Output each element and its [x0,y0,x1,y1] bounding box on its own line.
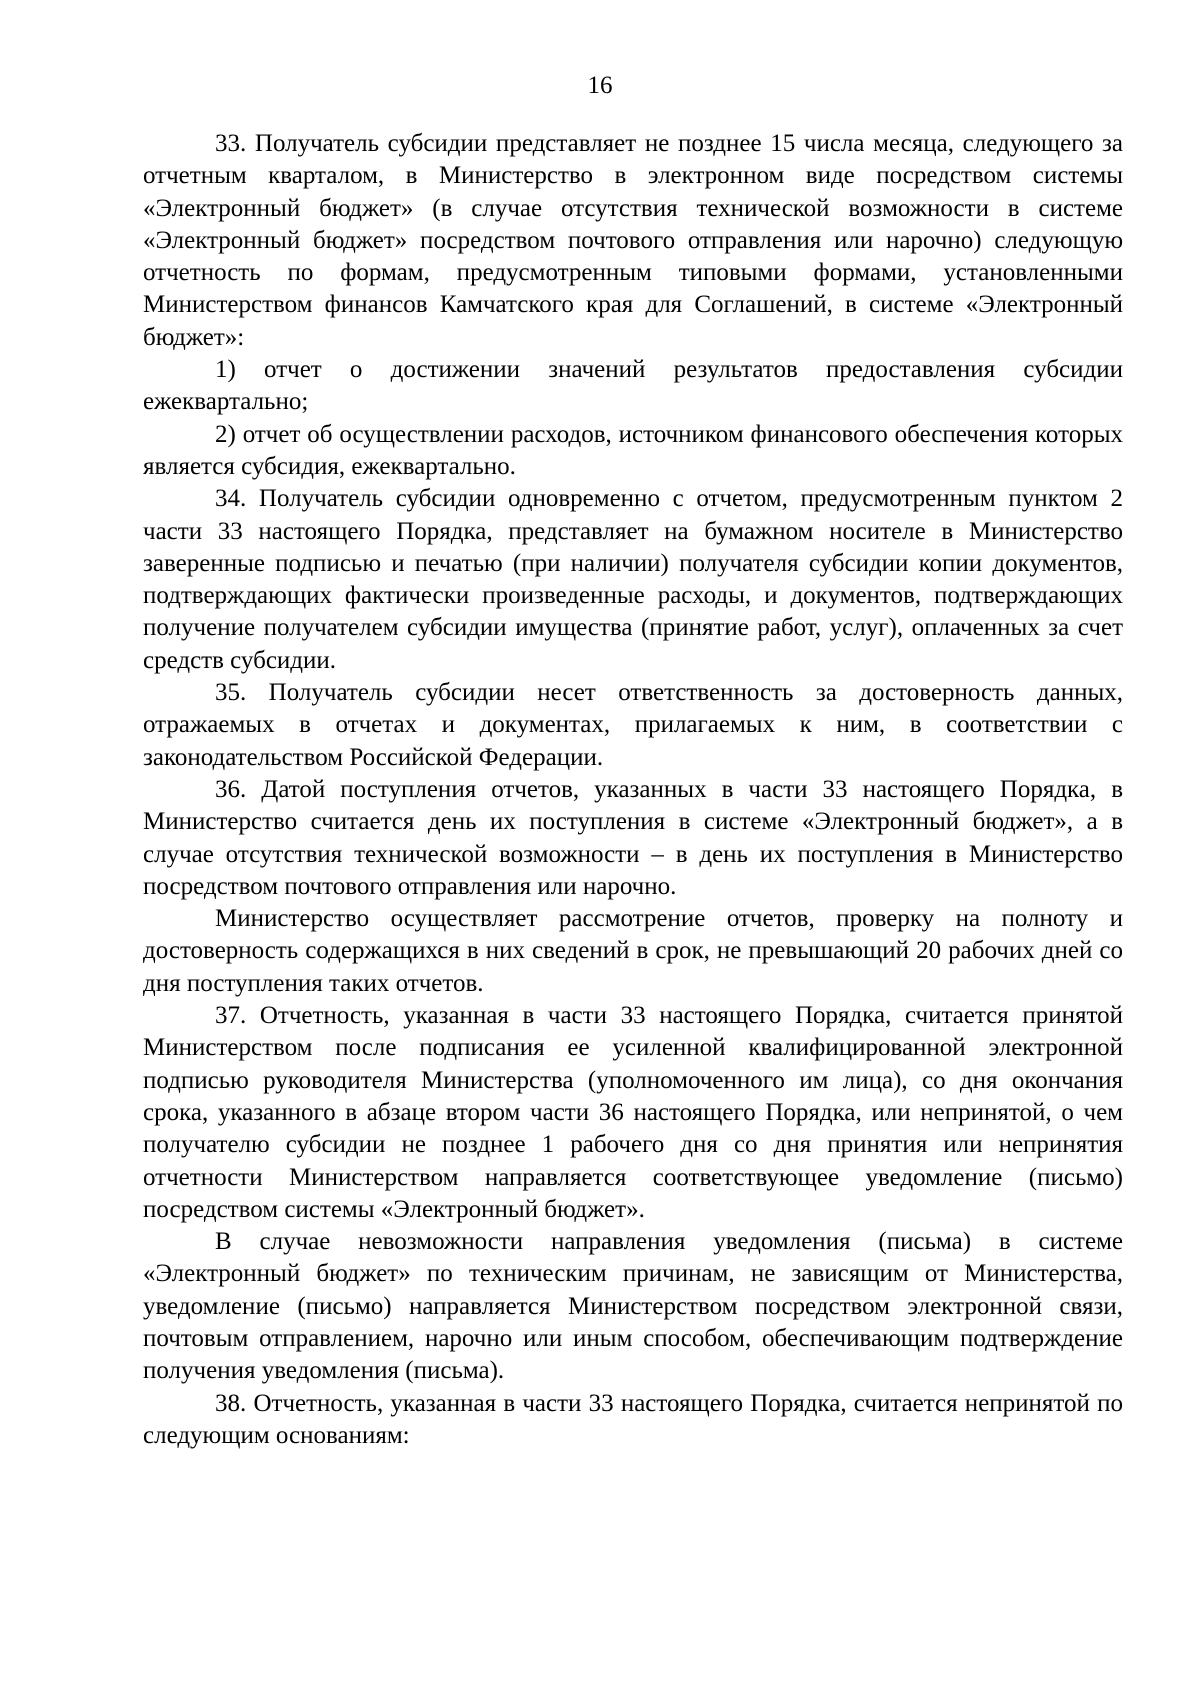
paragraph-34: 34. Получатель субсидии одновременно с отчетом, предусмотренным пунктом 2 части 33 настоящего Порядка, представляет на бумажном носителе в Министерство заверенные подписью и печатью (при наличии) получателя субсидии копии документов, подтверждающих фактически произведенные расходы, и документов, подтверждающих получение получателем субсидии имущества (принятие работ, услуг), оплаченных за счет средств субсидии. [143,485,1123,674]
paragraph-36: 36. Датой поступления отчетов, указанных в части 33 настоящего Порядка, в Министерство считается день их поступления в системе «Электронный бюджет», а в случае отсутствия технической возможности – в день их поступления в Министерство посредством почтового отправления или нарочно. [143,775,1123,900]
paragraph-33-item-1: 1) отчет о достижении значений результатов предоставления субсидии ежеквартально; [143,356,1123,416]
paragraph-37-second: В случае невозможности направления уведомления (письма) в системе «Электронный бюджет» по техническим причинам, не зависящим от Министерства, уведомление (письмо) направляется Министерством посредством электронной связи, почтовым отправлением, нарочно или иным способом, обеспечивающим подтверждение получения уведомления (письма). [143,1228,1123,1385]
paragraph-38: 38. Отчетность, указанная в части 33 настоящего Порядка, считается непринятой по следующим основаниям: [143,1389,1123,1449]
paragraph-35: 35. Получатель субсидии несет ответственность за достоверность данных, отражаемых в отчетах и документах, прилагаемых к ним, в соответствии с законодательством Российской Федерации. [143,679,1123,771]
paragraph-33-item-2: 2) отчет об осуществлении расходов, источником финансового обеспечения которых является субсидия, ежеквартально. [143,420,1123,480]
page-number: 16 [587,72,613,99]
document-body [143,128,1123,1452]
paragraph-37: 37. Отчетность, указанная в части 33 настоящего Порядка, считается принятой Министерством после подписания ее усиленной квалифицированной электронной подписью руководителя Министерства (уполномоченного им лица), со дня окончания срока, указанного в абзаце втором части 36 настоящего Порядка, или непринятой, о чем получателю субсидии не позднее 1 рабочего дня со дня принятия или непринятия отчетности Министерством направляется соответствующее уведомление (письмо) посредством системы «Электронный бюджет». [143,1002,1123,1223]
paragraph-36-second: Министерство осуществляет рассмотрение отчетов, проверку на полноту и достоверность содержащихся в них сведений в срок, не превышающий 20 рабочих дней со дня поступления таких отчетов. [143,905,1123,997]
paragraph-33: 33. Получатель субсидии представляет не позднее 15 числа месяца, следующего за отчетным кварталом, в Министерство в электронном виде посредством системы «Электронный бюджет» (в случае отсутствия технической возможности в системе «Электронный бюджет» посредством почтового отправления или нарочно) следующую отчетность по формам, предусмотренным типовыми формами, установленными Министерством финансов Камчатского края для Соглашений, в системе «Электронный бюджет»: [143,130,1123,351]
